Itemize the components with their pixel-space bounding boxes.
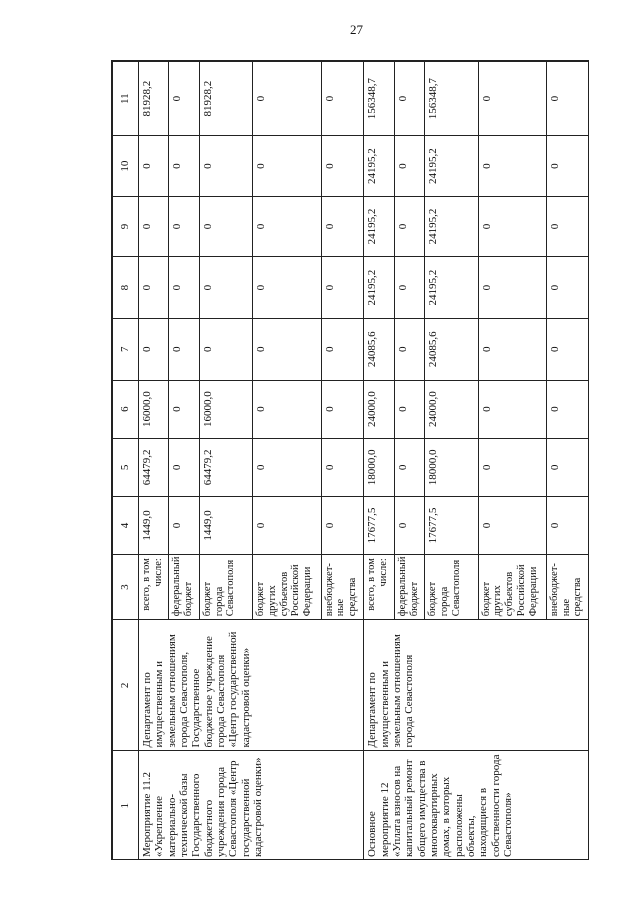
value-cell: 0 [478, 62, 546, 136]
value-cell: 0 [253, 318, 321, 380]
col-header-4: 4 [113, 496, 139, 554]
value-cell: 0 [546, 196, 589, 256]
value-cell: 0 [478, 257, 546, 319]
value-cell: 0 [546, 136, 589, 196]
value-cell: 0 [169, 380, 199, 438]
page-number: 27 [350, 22, 363, 37]
value-cell: 0 [394, 62, 424, 136]
value-cell: 24195,2 [425, 257, 478, 319]
value-cell: 16000,0 [139, 380, 169, 438]
header-row [113, 62, 139, 861]
table-row [139, 62, 169, 861]
source-cell: бюджет других субъектов Российской Федерации [478, 555, 546, 620]
executor-cell: Департамент по имущественным и земельным отношениям города Севастополя, Государственное бюджетное учреждение города Севастополя «Центр государственной кадастровой оценки» [139, 620, 364, 751]
value-cell: 0 [394, 496, 424, 554]
value-cell: 18000,0 [425, 438, 478, 496]
table-row [364, 62, 394, 861]
value-cell: 64479,2 [199, 438, 252, 496]
col-header-10: 10 [113, 136, 139, 196]
col-header-1: 1 [113, 751, 139, 860]
value-cell: 0 [478, 380, 546, 438]
measure-cell: Основное мероприятие 12 «Уплата взносов на капитальный ремонт общего имущества в многоквартирных домах, в которых расположены объекты, находящиеся в собственности города Севастополя» [364, 751, 589, 860]
value-cell: 81928,2 [139, 62, 169, 136]
source-cell: внебюджет-ные средства [546, 555, 589, 620]
value-cell: 0 [321, 496, 364, 554]
value-cell: 0 [139, 196, 169, 256]
value-cell: 0 [169, 136, 199, 196]
source-cell: федеральный бюджет [169, 555, 199, 620]
value-cell: 1449,0 [139, 496, 169, 554]
value-cell: 81928,2 [199, 62, 252, 136]
source-cell: внебюджет-ные средства [321, 555, 364, 620]
value-cell: 0 [139, 318, 169, 380]
value-cell: 0 [478, 136, 546, 196]
value-cell: 17677,5 [364, 496, 394, 554]
value-cell: 0 [253, 257, 321, 319]
value-cell: 0 [139, 257, 169, 319]
value-cell: 0 [169, 196, 199, 256]
value-cell: 0 [546, 318, 589, 380]
col-header-6: 6 [113, 380, 139, 438]
executor-cell: Департамент по имущественным и земельным отношениям города Севастополя [364, 620, 589, 751]
measure-cell: Мероприятие 11.2 «Укрепление материально-технической базы Государственного бюджетного учреждения города Севастополя «Центр государственной кадастровой оценки» [139, 751, 364, 860]
value-cell: 0 [199, 318, 252, 380]
value-cell: 0 [546, 62, 589, 136]
value-cell: 24000,0 [364, 380, 394, 438]
value-cell: 156348,7 [425, 62, 478, 136]
value-cell: 0 [321, 196, 364, 256]
value-cell: 24195,2 [364, 257, 394, 319]
col-header-7: 7 [113, 318, 139, 380]
value-cell: 0 [169, 438, 199, 496]
value-cell: 156348,7 [364, 62, 394, 136]
value-cell: 24195,2 [364, 196, 394, 256]
source-cell: бюджет города Севастополя [425, 555, 478, 620]
value-cell: 0 [546, 380, 589, 438]
value-cell: 0 [394, 257, 424, 319]
value-cell: 17677,5 [425, 496, 478, 554]
value-cell: 0 [321, 438, 364, 496]
value-cell: 24195,2 [364, 136, 394, 196]
rotated-table-frame [112, 61, 589, 860]
source-cell: всего, в том числе: [364, 555, 394, 620]
value-cell: 0 [321, 318, 364, 380]
value-cell: 0 [139, 136, 169, 196]
value-cell: 0 [253, 62, 321, 136]
value-cell: 0 [394, 438, 424, 496]
value-cell: 0 [478, 318, 546, 380]
value-cell: 0 [169, 496, 199, 554]
value-cell: 0 [321, 380, 364, 438]
value-cell: 24195,2 [425, 196, 478, 256]
value-cell: 0 [478, 496, 546, 554]
value-cell: 24085,6 [364, 318, 394, 380]
value-cell: 0 [199, 136, 252, 196]
value-cell: 0 [321, 136, 364, 196]
value-cell: 0 [253, 496, 321, 554]
value-cell: 0 [394, 380, 424, 438]
value-cell: 24085,6 [425, 318, 478, 380]
value-cell: 1449,0 [199, 496, 252, 554]
value-cell: 0 [321, 62, 364, 136]
col-header-11: 11 [113, 62, 139, 136]
col-header-8: 8 [113, 257, 139, 319]
value-cell: 0 [546, 438, 589, 496]
value-cell: 16000,0 [199, 380, 252, 438]
budget-table-container [111, 60, 589, 860]
source-cell: бюджет города Севастополя [199, 555, 252, 620]
value-cell: 0 [394, 196, 424, 256]
value-cell: 0 [253, 136, 321, 196]
value-cell: 24195,2 [425, 136, 478, 196]
value-cell: 0 [169, 318, 199, 380]
col-header-5: 5 [113, 438, 139, 496]
value-cell: 0 [546, 257, 589, 319]
value-cell: 0 [394, 318, 424, 380]
source-cell: федеральный бюджет [394, 555, 424, 620]
col-header-2: 2 [113, 620, 139, 751]
source-cell: всего, в том числе: [139, 555, 169, 620]
value-cell: 0 [321, 257, 364, 319]
value-cell: 18000,0 [364, 438, 394, 496]
value-cell: 0 [199, 257, 252, 319]
value-cell: 0 [546, 496, 589, 554]
budget-table [112, 61, 589, 860]
value-cell: 0 [169, 257, 199, 319]
value-cell: 0 [199, 196, 252, 256]
value-cell: 0 [253, 380, 321, 438]
col-header-3: 3 [113, 555, 139, 620]
source-cell: бюджет других субъектов Российской Федерации [253, 555, 321, 620]
value-cell: 0 [169, 62, 199, 136]
value-cell: 0 [478, 438, 546, 496]
col-header-9: 9 [113, 196, 139, 256]
value-cell: 24000,0 [425, 380, 478, 438]
value-cell: 0 [253, 438, 321, 496]
value-cell: 0 [478, 196, 546, 256]
value-cell: 0 [394, 136, 424, 196]
value-cell: 0 [253, 196, 321, 256]
value-cell: 64479,2 [139, 438, 169, 496]
